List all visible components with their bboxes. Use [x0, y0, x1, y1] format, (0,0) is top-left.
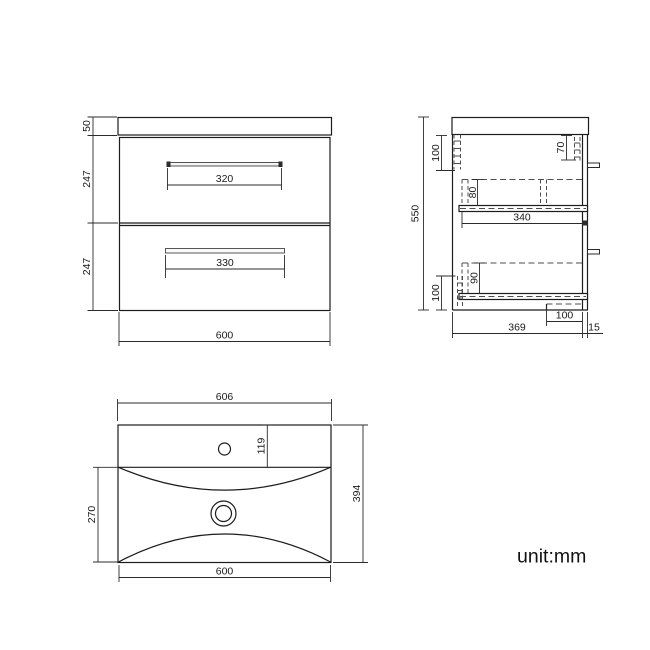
basin-top-view — [86, 391, 368, 582]
dim-bowl-depth — [86, 467, 118, 562]
dim-basin-outer-width-label: 606 — [215, 391, 234, 403]
dim-front-panel-thickness-label: 15 — [588, 321, 600, 334]
drawer-front-hidden-top — [575, 137, 581, 161]
dim-drawer-box-depth — [462, 212, 583, 229]
dim-basin-body-width — [119, 565, 331, 582]
dim-basin-body-width-label: 600 — [215, 565, 234, 578]
dim-bowl-depth-label: 270 — [86, 505, 98, 524]
dim-top-bracket-offset — [430, 136, 455, 171]
dim-cabinet-width-label: 600 — [215, 329, 234, 342]
dim-cabinet-depth-label: 369 — [508, 321, 526, 334]
dim-top-bracket-offset-label: 100 — [430, 144, 442, 162]
drawer1-handle — [167, 162, 283, 168]
dim-front-top-offset-label: 70 — [555, 141, 567, 154]
dim-handle2-width-label: 330 — [216, 257, 234, 269]
dim-drawer2-box-height-label: 90 — [468, 272, 481, 284]
dim-total-height-label: 550 — [409, 204, 422, 223]
basin-body — [118, 425, 331, 563]
dim-drawer1-box-height-label: 80 — [467, 186, 479, 199]
side-handle-top — [588, 163, 600, 168]
dim-cabinet-width — [119, 312, 330, 346]
dim-basin-outer-width — [118, 391, 332, 421]
drawer2-handle — [166, 249, 285, 254]
wall-bracket-top — [454, 135, 461, 170]
front-countertop — [118, 118, 332, 136]
dim-front-panel-thickness — [583, 312, 604, 338]
side-handle-bottom — [588, 250, 600, 255]
dim-basin-outer-depth — [333, 425, 368, 563]
dim-drawer2-box-height — [469, 263, 486, 294]
side-countertop — [452, 118, 589, 135]
unit-label: unit:mm — [517, 545, 587, 568]
dim-front-heights — [81, 117, 118, 311]
dim-tap-hole-offset-label: 119 — [255, 437, 268, 455]
drawer-front-gap — [582, 221, 588, 226]
dim-basin-outer-depth-label: 394 — [351, 484, 363, 503]
dim-bottom-bracket-offset — [430, 276, 456, 310]
dim-total-height — [410, 117, 430, 310]
dim-handle1-width-label: 320 — [215, 173, 234, 185]
dim-bottom-bracket-offset-label: 100 — [430, 284, 442, 302]
dim-countertop-height-label: 50 — [81, 120, 93, 132]
dim-drawer-box-depth-label: 340 — [513, 211, 531, 224]
front-view — [81, 117, 332, 346]
dim-drawer1-box-height — [467, 180, 483, 206]
side-view — [410, 117, 604, 338]
dim-bottom-recess-width-label: 100 — [555, 309, 574, 322]
dim-drawer2-height-label: 247 — [81, 257, 93, 276]
dim-drawer1-height-label: 247 — [81, 170, 93, 188]
dim-front-top-offset — [555, 136, 576, 161]
